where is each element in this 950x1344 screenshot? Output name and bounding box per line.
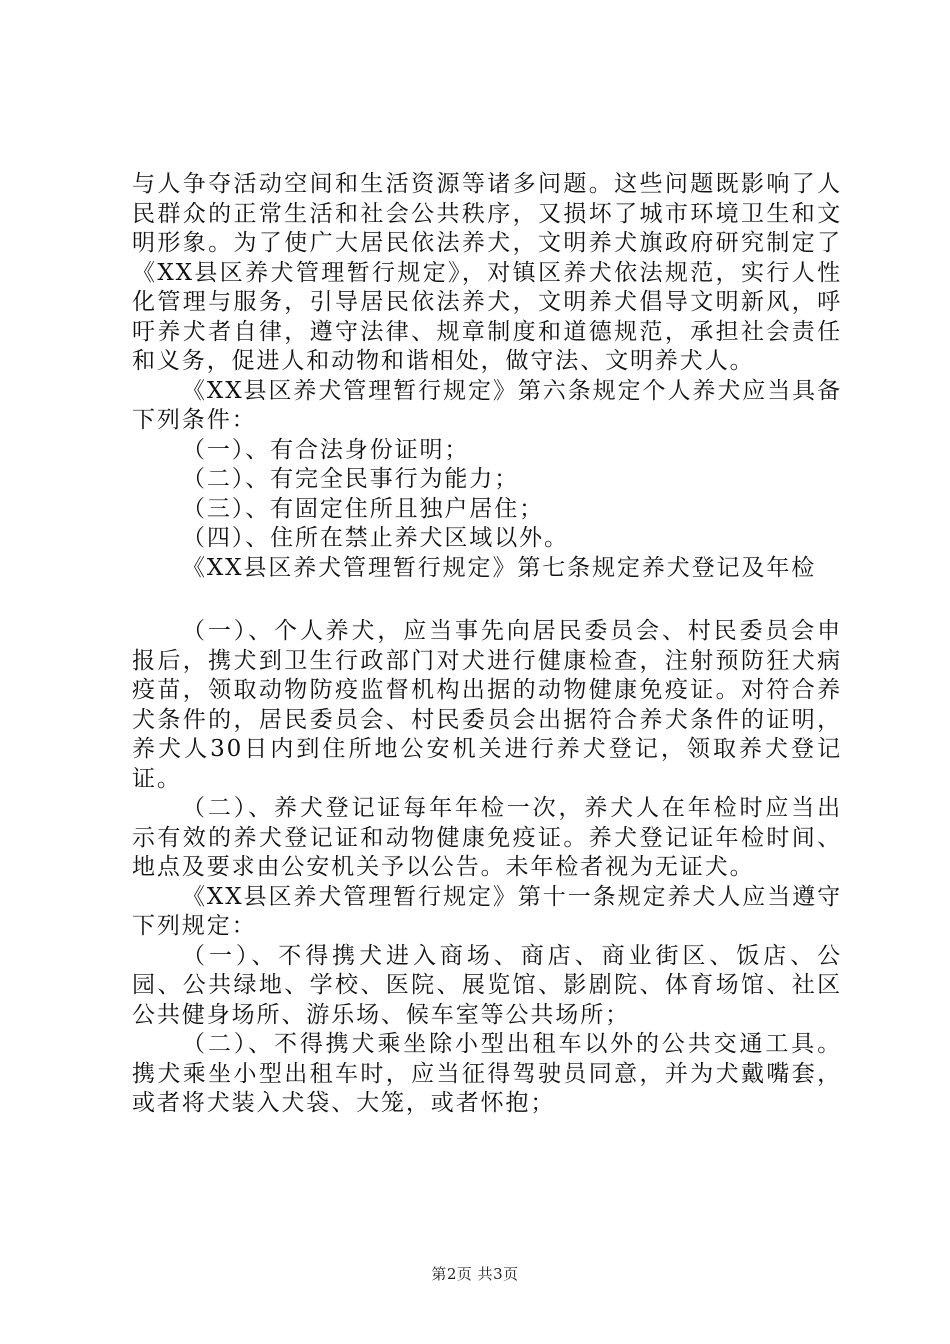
list-item-condition-1: （一）、有合法身份证明； [182,436,470,463]
paragraph-article-7-heading: 《XX县区养犬管理暂行规定》第七条规定养犬登记及年检 [182,554,817,581]
document-body [132,170,842,1119]
list-item-rule-2: （二）、不得携犬乘坐除小型出租车以外的公共交通工具。携犬乘坐小型出租车时，应当征得驾驶员同意，并为犬戴嘴套，或者将犬装入犬袋、大笼，或者怀抱； [132,1031,842,1116]
list-item-condition-2: （二）、有完全民事行为能力； [182,466,520,492]
list-item-condition-3: （三）、有固定住所且独户居住； [182,495,544,522]
page-number-footer: 第2页 共3页 [431,1265,519,1283]
paragraph-registration-1: （一）、个人养犬，应当事先向居民委员会、村民委员会申报后，携犬到卫生行政部门对犬进行健康检查，注射预防狂犬病疫苗，领取动物防疫监督机构出据的动物健康免疫证。对符合养犬条件的，居民委员会、村民委员会出据符合养犬条件的证明，养犬人30日内到住所地公安机关进行养犬登记，领取养犬登记证。 [132,618,842,792]
list-item-rule-1: （一）、不得携犬进入商场、商店、商业街区、饭店、公园、公共绿地、学校、医院、展览馆、影剧院、体育场馆、社区公共健身场所、游乐场、候车室等公共场所； [132,942,842,1028]
paragraph-article-11-heading: 《XX县区养犬管理暂行规定》第十一条规定养犬人应当遵守下列规定： [132,883,842,939]
list-item-condition-4: （四）、住所在禁止养犬区域以外。 [182,525,569,551]
paragraph-intro-continued: 与人争夺活动空间和生活资源等诸多问题。这些问题既影响了人民群众的正常生活和社会公共秩序，又损坏了城市环境卫生和文明形象。为了使广大居民依法养犬，文明养犬旗政府研究制定了《XX县区养犬管理暂行规定》，对镇区养犬依法规范，实行人性化管理与服务，引导居民依法养犬，文明养犬倡导文明新风，呼吁养犬者自律，遵守法律、规章制度和道德规范，承担社会责任和义务，促进人和动物和谐相处，做守法、文明养犬人。 [132,171,842,374]
paragraph-registration-2: （二）、养犬登记证每年年检一次，养犬人在年检时应当出示有效的养犬登记证和动物健康免疫证。养犬登记证年检时间、地点及要求由公安机关予以公告。未年检者视为无证犬。 [132,795,842,880]
paragraph-article-6-heading: 《XX县区养犬管理暂行规定》第六条规定个人养犬应当具备下列条件： [132,377,842,433]
